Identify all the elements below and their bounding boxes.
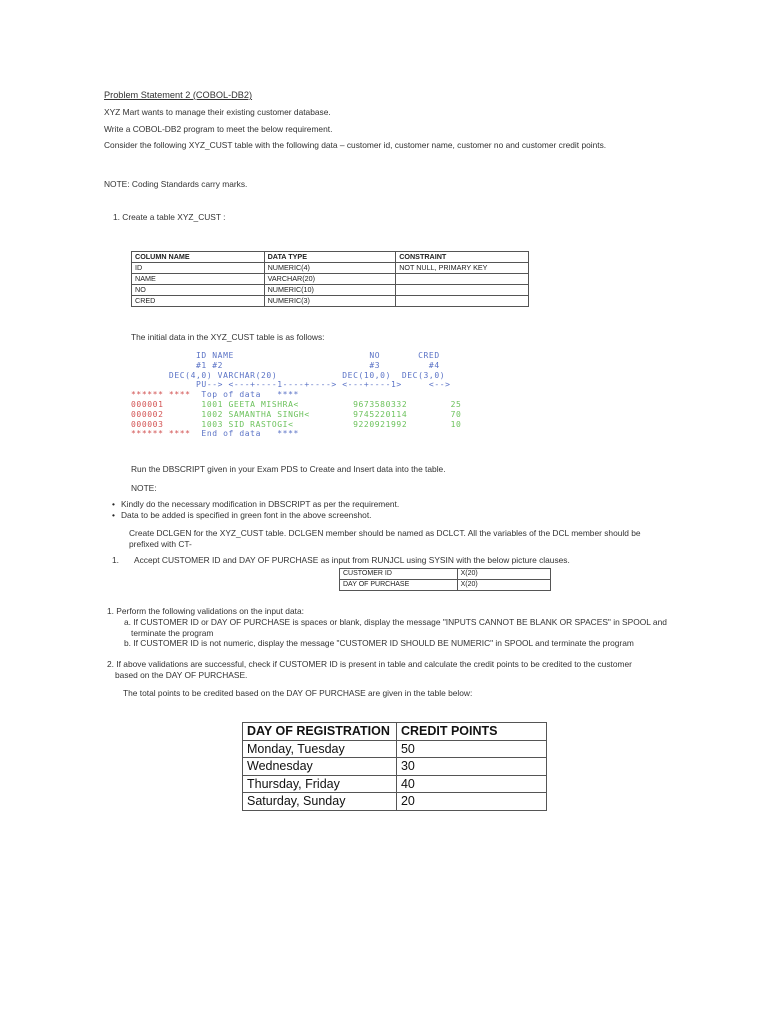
screen-header-line: #1 #2 #3 #4 (131, 360, 440, 370)
picture-cell: DAY OF PURCHASE (340, 580, 458, 591)
credit-points-cell: 20 (396, 793, 546, 811)
schema-cell: NUMERIC(3) (264, 296, 396, 307)
screen-line-text: 1002 SAMANTHA SINGH< 9745220114 70 (163, 409, 462, 419)
credit-day-cell: Thursday, Friday (243, 775, 397, 793)
validation-title: 1. Perform the following validations on the input data: (107, 606, 304, 616)
validation-a: a. If CUSTOMER ID or DAY OF PURCHASE is spaces or blank, display the message "INPUTS CANNOT BE BLANK OR SPACES" in SPOOL and (124, 617, 667, 627)
screen-row (131, 420, 531, 430)
picture-cell: X(20) (457, 580, 550, 591)
credit-points-cell: 40 (396, 775, 546, 793)
note-label: NOTE: (131, 483, 157, 493)
step2-text-cont: based on the DAY OF PURCHASE. (115, 670, 248, 680)
screen-header-line: ID NAME NO CRED (131, 351, 440, 360)
screen-header-line: PU--> <---+----1----+----> <---+----1> <--> (131, 380, 451, 390)
credit-header-cell: CREDIT POINTS (396, 723, 546, 741)
schema-header-cell: CONSTRAINT (396, 252, 529, 263)
credit-row (243, 740, 547, 758)
screen-line-prefix: 000003 (131, 419, 164, 429)
credit-header-cell: DAY OF REGISTRATION (243, 723, 397, 741)
bullet-dot-icon: • (112, 510, 115, 520)
schema-cell (396, 285, 529, 296)
screen-line-text: 1001 GEETA MISHRA< 9673580332 25 (163, 399, 462, 409)
dclgen-instruction-cont: prefixed with CT- (129, 539, 192, 549)
schema-row (132, 263, 529, 274)
bullet-item: Data to be added is specified in green font in the above screenshot. (121, 510, 372, 520)
bullet-item: Kindly do the necessary modification in DBSCRIPT as per the requirement. (121, 499, 400, 509)
schema-cell (396, 296, 529, 307)
note-coding-standards: NOTE: Coding Standards carry marks. (104, 179, 248, 189)
credit-points-cell: 50 (396, 740, 546, 758)
screen-row (131, 390, 531, 400)
picture-cell: CUSTOMER ID (340, 569, 458, 580)
credit-header-row (243, 723, 547, 741)
picture-cell: X(20) (457, 569, 550, 580)
screen-row (131, 400, 531, 410)
credit-points-cell: 30 (396, 758, 546, 776)
schema-cell: NAME (132, 274, 265, 285)
validation-b: b. If CUSTOMER ID is not numeric, display the message "CUSTOMER ID SHOULD BE NUMERIC" in SPOOL and terminate the program (124, 638, 634, 648)
schema-header-cell: DATA TYPE (264, 252, 396, 263)
total-points-text: The total points to be credited based on the DAY OF PURCHASE are given in the table below: (123, 688, 473, 698)
screen-line-text: 1003 SID RASTOGI< 9220921992 10 (163, 419, 462, 429)
step-create-table: 1. Create a table XYZ_CUST : (113, 212, 226, 222)
bullet-dot-icon: • (112, 499, 115, 509)
screen-line-prefix: ****** **** (131, 429, 191, 439)
screen-line-prefix: 000002 (131, 409, 164, 419)
page-title: Problem Statement 2 (COBOL-DB2) (104, 90, 253, 100)
validation-a-cont: terminate the program (131, 628, 214, 638)
screen-header-line: DEC(4,0) VARCHAR(20) DEC(10,0) DEC(3,0) (131, 370, 446, 380)
credit-row (243, 793, 547, 811)
screen-row (131, 429, 531, 439)
schema-cell: NUMERIC(10) (264, 285, 396, 296)
schema-row (132, 285, 529, 296)
dclgen-instruction: Create DCLGEN for the XYZ_CUST table. DCLGEN member should be named as DCLCT. All the variables of the DCL member should be (129, 528, 641, 538)
run-dbscript-text: Run the DBSCRIPT given in your Exam PDS to Create and Insert data into the table. (131, 464, 446, 474)
schema-cell: CRED (132, 296, 265, 307)
schema-header-cell: COLUMN NAME (132, 252, 265, 263)
intro-line-1: XYZ Mart wants to manage their existing customer database. (104, 107, 331, 117)
credit-points-table (242, 722, 547, 811)
accept-instruction: Accept CUSTOMER ID and DAY OF PURCHASE as input from RUNJCL using SYSIN with the below picture clauses. (134, 555, 570, 565)
initial-data-label: The initial data in the XYZ_CUST table is as follows: (131, 332, 325, 342)
credit-day-cell: Wednesday (243, 758, 397, 776)
intro-line-3: Consider the following XYZ_CUST table with the following data – customer id, customer name, customer no and customer credit points. (104, 140, 607, 150)
credit-row (243, 758, 547, 776)
schema-row (132, 274, 529, 285)
accept-number: 1. (112, 555, 119, 565)
intro-line-2: Write a COBOL-DB2 program to meet the below requirement. (104, 124, 333, 134)
picture-row (340, 580, 551, 591)
screen-line-text: End of data **** (190, 429, 299, 439)
schema-header-row (132, 252, 529, 263)
credit-row (243, 775, 547, 793)
screen-line-prefix: 000001 (131, 399, 164, 409)
schema-cell (396, 274, 529, 285)
schema-table (131, 251, 529, 307)
screen-line-prefix: ****** **** (131, 390, 191, 400)
schema-row (132, 296, 529, 307)
schema-cell: ID (132, 263, 265, 274)
credit-day-cell: Saturday, Sunday (243, 793, 397, 811)
schema-cell: NO (132, 285, 265, 296)
screen-line-text: Top of data **** (190, 390, 299, 400)
step2-text: 2. If above validations are successful, check if CUSTOMER ID is present in table and calculate the credit points to be credited to the customer (107, 659, 632, 669)
screen-row (131, 410, 531, 420)
schema-cell: VARCHAR(20) (264, 274, 396, 285)
schema-cell: NUMERIC(4) (264, 263, 396, 274)
picture-clause-table (339, 568, 551, 591)
credit-day-cell: Monday, Tuesday (243, 740, 397, 758)
picture-row (340, 569, 551, 580)
schema-cell: NOT NULL, PRIMARY KEY (396, 263, 529, 274)
data-screenshot (131, 351, 531, 439)
